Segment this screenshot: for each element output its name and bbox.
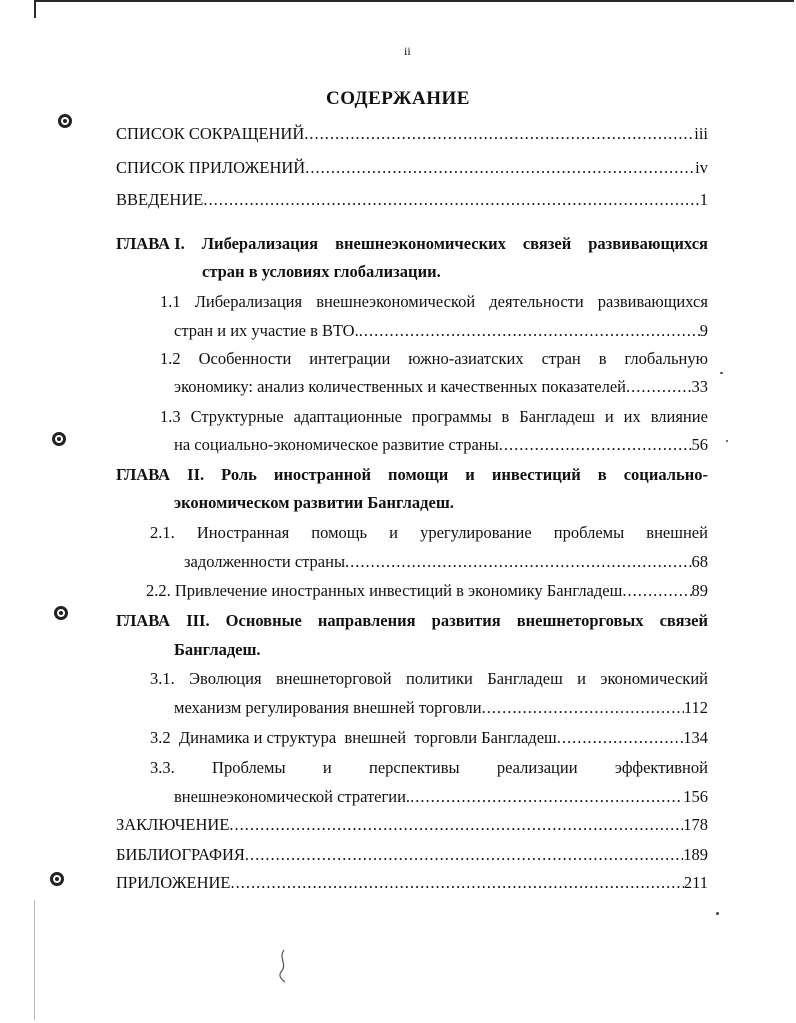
toc-entry-page: 189: [683, 845, 708, 864]
toc-entry-bibliography[interactable]: [116, 845, 708, 865]
word: иностранной: [273, 465, 371, 484]
toc-leader: [230, 873, 683, 893]
word: направления: [317, 611, 416, 630]
toc-entry-page: 56: [691, 435, 708, 454]
toc-leader: [305, 158, 695, 178]
word: эффективной: [614, 758, 708, 777]
word: Эволюция: [189, 669, 262, 688]
word: ГЛАВА: [116, 611, 171, 630]
toc-entry-label: СПИСОК СОКРАЩЕНИЙ: [116, 124, 305, 143]
word: программы: [411, 407, 492, 426]
toc-entry-label: стран и их участие в ВТО.: [174, 321, 359, 340]
word: Иностранная: [196, 523, 290, 542]
toc-entry-conclusion[interactable]: [116, 815, 708, 835]
word: интеграции: [309, 349, 391, 368]
word: ГЛАВА I.: [116, 234, 185, 253]
toc-leader: [410, 787, 683, 807]
word: инвестиций: [491, 465, 581, 484]
toc-chapter-2-heading[interactable]: [116, 465, 708, 485]
toc-section-3-3-cont[interactable]: [174, 787, 708, 807]
punch-hole-icon: [50, 872, 64, 886]
word: перспективы: [368, 758, 460, 777]
toc-title: СОДЕРЖАНИЕ: [326, 88, 470, 109]
toc-leader: [245, 845, 683, 865]
word: внешнеторговых: [516, 611, 644, 630]
toc-leader: [482, 698, 684, 718]
word: внешнеторговой: [275, 669, 392, 688]
word: Бангладеш: [519, 407, 595, 426]
word: внешнеэкономических: [335, 234, 506, 253]
punch-hole-icon: [54, 606, 68, 620]
toc-leader: [203, 190, 699, 210]
word: Проблемы: [212, 758, 286, 777]
scan-speck: [716, 912, 719, 915]
toc-section-1-1-cont[interactable]: [174, 321, 708, 341]
word: адаптационные: [293, 407, 402, 426]
word: II.: [187, 465, 205, 484]
toc-leader: [304, 124, 694, 144]
word: Бангладеш: [487, 669, 563, 688]
toc-entry-abbreviations[interactable]: [116, 124, 708, 144]
toc-chapter-2-heading-cont: экономическом развитии Бангладеш.: [174, 493, 454, 512]
word: политики: [406, 669, 473, 688]
word: Либерализация: [194, 292, 303, 311]
word: 3.1.: [150, 669, 175, 688]
toc-entry-label: на социально-экономическое развитие страны: [174, 435, 499, 454]
toc-leader: [345, 552, 691, 572]
toc-entry-label: ВВЕДЕНИЕ: [116, 190, 204, 209]
word: в: [501, 407, 510, 426]
word: южно-азиатских: [408, 349, 524, 368]
toc-entry-page: 211: [683, 873, 708, 892]
word: Основные: [225, 611, 302, 630]
toc-entry-appendices-list[interactable]: [116, 158, 708, 178]
page-number: ii: [404, 44, 411, 58]
toc-entry-page: 9: [699, 321, 708, 340]
toc-entry-label: ПРИЛОЖЕНИЕ: [116, 873, 231, 892]
word: Роль: [221, 465, 257, 484]
toc-entry-page: iii: [694, 124, 708, 143]
word: социально-: [623, 465, 708, 484]
toc-entry-label: задолженности страны: [184, 552, 346, 571]
word: их: [623, 407, 641, 426]
word: связей: [659, 611, 708, 630]
scan-squiggle-mark: [276, 948, 290, 984]
toc-entry-page: iv: [695, 158, 708, 177]
toc-chapter-3-heading[interactable]: [116, 611, 708, 631]
toc-entry-introduction[interactable]: [116, 190, 708, 210]
word: деятельности: [489, 292, 584, 311]
word: экономический: [600, 669, 708, 688]
toc-leader: [229, 815, 683, 835]
word: Особенности: [198, 349, 292, 368]
word: реализации: [496, 758, 578, 777]
word: Либерализация: [201, 234, 319, 253]
toc-section-1-2-cont[interactable]: [174, 377, 708, 397]
scan-edge-top: [34, 0, 794, 2]
word: внешней: [646, 523, 708, 542]
word: ГЛАВА: [116, 465, 171, 484]
word: урегулирование: [420, 523, 532, 542]
toc-entry-label: СПИСОК ПРИЛОЖЕНИЙ: [116, 158, 306, 177]
toc-chapter-1-heading-cont: стран в условиях глобализации.: [202, 262, 441, 281]
word: связей: [522, 234, 572, 253]
toc-leader: [622, 581, 691, 601]
word: 1.2: [160, 349, 181, 368]
word: влияние: [650, 407, 708, 426]
word: в: [598, 349, 607, 368]
word: помощь: [311, 523, 367, 542]
word: в: [597, 465, 607, 484]
scan-speck: [720, 372, 723, 374]
word: стран: [541, 349, 581, 368]
toc-section-2-1-cont[interactable]: [184, 552, 708, 572]
punch-hole-icon: [52, 432, 66, 446]
word: внешнеэкономической: [316, 292, 476, 311]
word: 2.1.: [150, 523, 175, 542]
word: и: [604, 407, 614, 426]
word: и: [322, 758, 332, 777]
toc-section-2-2[interactable]: [146, 581, 708, 601]
scan-edge-left: [34, 0, 36, 18]
toc-chapter-3-heading-cont: Бангладеш.: [174, 640, 261, 659]
toc-entry-page: 178: [683, 815, 708, 834]
toc-section-1-1[interactable]: [160, 292, 708, 312]
word: помощи: [388, 465, 449, 484]
toc-section-1-3[interactable]: [160, 407, 708, 427]
toc-section-1-3-cont[interactable]: [174, 435, 708, 455]
word: 1.3: [160, 407, 181, 426]
toc-section-3-2[interactable]: [150, 728, 708, 748]
word: развивающихся: [597, 292, 708, 311]
toc-section-3-1[interactable]: [150, 669, 708, 689]
toc-entry-label: внешнеэкономической стратегии.: [174, 787, 411, 806]
toc-entry-label: БИБЛИОГРАФИЯ: [116, 845, 245, 864]
toc-entry-page: 112: [683, 698, 708, 717]
word: развивающихся: [588, 234, 708, 253]
word: развития: [431, 611, 501, 630]
word: 3.3.: [150, 758, 175, 777]
toc-entry-label: механизм регулирования внешней торговли: [174, 698, 482, 717]
toc-entry-page: 89: [691, 581, 708, 600]
toc-entry-appendix[interactable]: [116, 873, 708, 893]
word: проблемы: [553, 523, 625, 542]
toc-section-1-2[interactable]: [160, 349, 708, 369]
word: Структурные: [190, 407, 284, 426]
toc-entry-label: экономику: анализ количественных и качественных показателей: [174, 377, 626, 396]
toc-entry-page: 68: [691, 552, 708, 571]
toc-entry-label: ЗАКЛЮЧЕНИЕ: [116, 815, 230, 834]
toc-entry-page: 33: [691, 377, 708, 396]
toc-leader: [626, 377, 692, 397]
word: и: [465, 465, 475, 484]
toc-leader: [557, 728, 684, 748]
toc-entry-label: 3.2 Динамика и структура внешней торговли Бангладеш: [150, 728, 557, 747]
toc-section-3-1-cont[interactable]: [174, 698, 708, 718]
word: и: [389, 523, 398, 542]
word: 1.1: [160, 292, 181, 311]
punch-hole-icon: [58, 114, 72, 128]
toc-entry-page: 134: [683, 728, 708, 747]
toc-entry-page: 156: [683, 787, 708, 806]
toc-leader: [359, 321, 700, 341]
word: и: [577, 669, 587, 688]
toc-entry-page: 1: [699, 190, 708, 209]
word: глобальную: [624, 349, 708, 368]
toc-section-3-3[interactable]: [150, 758, 708, 778]
toc-chapter-1-heading[interactable]: [116, 234, 708, 254]
scan-edge-left-lower: [34, 900, 35, 1020]
word: III.: [186, 611, 210, 630]
toc-entry-label: 2.2. Привлечение иностранных инвестиций в экономику Бангладеш: [146, 581, 623, 600]
toc-leader: [499, 435, 692, 455]
scan-speck: [726, 440, 728, 442]
toc-section-2-1[interactable]: [150, 523, 708, 543]
